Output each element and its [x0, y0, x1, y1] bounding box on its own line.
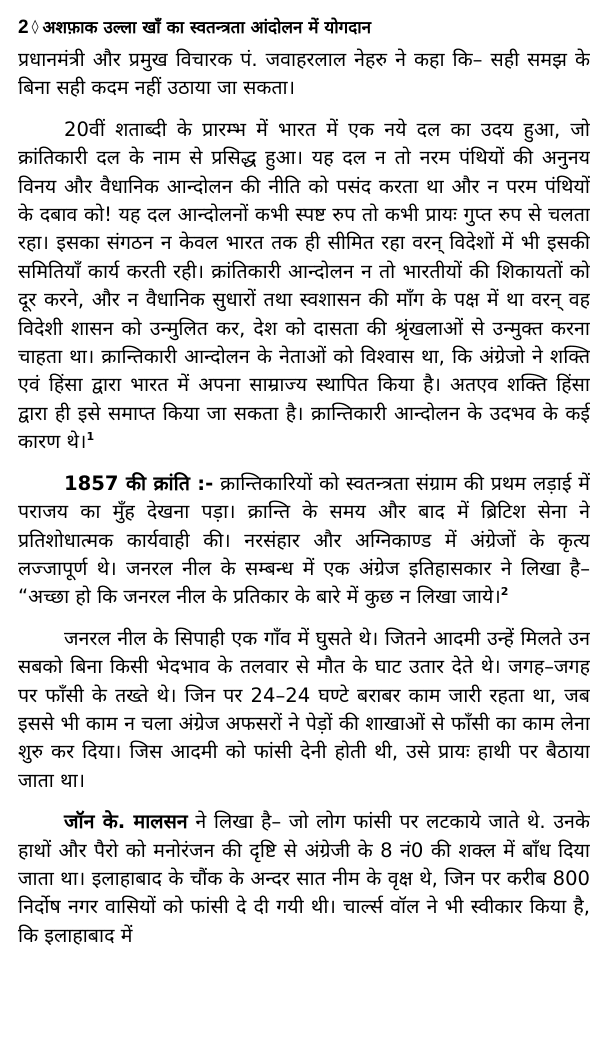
paragraph-text: जनरल नील के सिपाही एक गाँव में घुसते थे। जितने आदमी उन्हें मिलते उन सबको बिना किसी भेदभाव के तलवार से मौत के घाट उतार देते थे। जगह–जगह पर फाँसी के तख्ते थे। जिन पर 24–24 घण्टे बराबर काम जारी रहता था, जब इससे भी काम न चला अंग्रेज अफसरों ने पेड़ों की शाखाओं से फाँसी का काम लेना शुरु कर दिया। जिस आदमी को फांसी देनी होती थी, उसे प्रायः हाथी पर बैठाया जाता था। [18, 626, 590, 792]
section-lead-heading: 1857 की क्रांति :- [64, 471, 214, 495]
paragraph-text: ने लिखा है– जो लोग फांसी पर लटकाये जाते थे. उनके हाथों और पैरो को मनोरंजन की दृष्टि से अंग्रेजी के 8 नं0 की शक्ल में बाँध दिया जाता था। इलाहाबाद के चौंक के अन्दर सात नीम के वृक्ष थे, जिन पर करीब 800 निर्दोष नगर वासियों को फांसी दे दी गयी थी। चार्ल्स वॉल ने भी स्वीकार किया है, कि इलाहाबाद में [18, 810, 590, 947]
running-title: अशफ़ाक उल्ला खाँ का स्वतन्त्रता आंदोलन में योगदान [42, 18, 372, 38]
paragraph-text: क्रान्तिकारियों को स्वतन्त्रता संग्राम की प्रथम लड़ाई में पराजय का मुँह देखना पड़ा। क्रान्ति के समय और बाद में ब्रिटिश सेना ने प्रतिशोधात्मक कार्यवाही की। नरसंहार और अग्निकाण्ड में अंग्रेजों के कृत्य लज्जापूर्ण थे। जनरल नील के सम्बन्ध में एक अंग्रेज इतिहासकार ने लिखा है– “अच्छा हो कि जनरल नील के प्रतिकार के बारे में कुछ न लिखा जाये। [18, 471, 590, 609]
paragraph-malleson [18, 808, 590, 950]
book-page [18, 14, 590, 1034]
author-name: जॉन के. मालसन [64, 810, 188, 834]
paragraph-1857-revolt [18, 470, 590, 612]
footnote-marker: 1 [86, 430, 95, 444]
paragraph-nehru-quote [18, 46, 590, 103]
paragraph-text: प्रधानमंत्री और प्रमुख विचारक पं. जवाहरलाल नेहरु ने कहा कि– सही समझ के बिना सही कदम नहीं उठाया जा सकता। [18, 48, 590, 100]
paragraph-text: 20वीं शताब्दी के प्रारम्भ में भारत में एक नये दल का उदय हुआ, जो क्रांतिकारी दल के नाम से प्रसिद्ध हुआ। यह दल न तो नरम पंथियों की अनुनय विनय और वैधानिक आन्दोलन की नीति को पसंद करता था और न परम पंथियों के दबाव को! यह दल आन्दोलनों कभी स्पष्ट रुप तो कभी प्रायः गुप्त रुप से चलता रहा। इसका संगठन न केवल भारत तक ही सीमित रहा वरन् विदेशों में भी इसकी समितियाँ कार्य करती रही। क्रांतिकारी आन्दोलन न तो भारतीयों की शिकायतों को दूर करने, और न वैधानिक सुधारों तथा स्वशासन की माँग के पक्ष में था वरन् वह विदेशी शासन को उन्मुलित कर, देश को दासता की श्रृंखलाओं से उन्मुक्त करना चाहता था। क्रान्तिकारी आन्दोलन के नेताओं को विश्वास था, कि अंग्रेजो ने शक्ति एवं हिंसा द्वारा भारत में अपना साम्राज्य स्थापित किया है। अतएव शक्ति हिंसा द्वारा ही इसे समाप्त किया जा सकता है। क्रान्तिकारी आन्दोलन के उदभव के कई कारण थे। [18, 117, 590, 454]
diamond-ornament-icon: ◊ [31, 19, 39, 35]
paragraph-revolutionary-party [18, 116, 590, 457]
running-header [18, 14, 590, 40]
footnote-marker: 2 [500, 585, 509, 599]
page-number: 2 [18, 17, 29, 38]
paragraph-general-neil [18, 625, 590, 795]
